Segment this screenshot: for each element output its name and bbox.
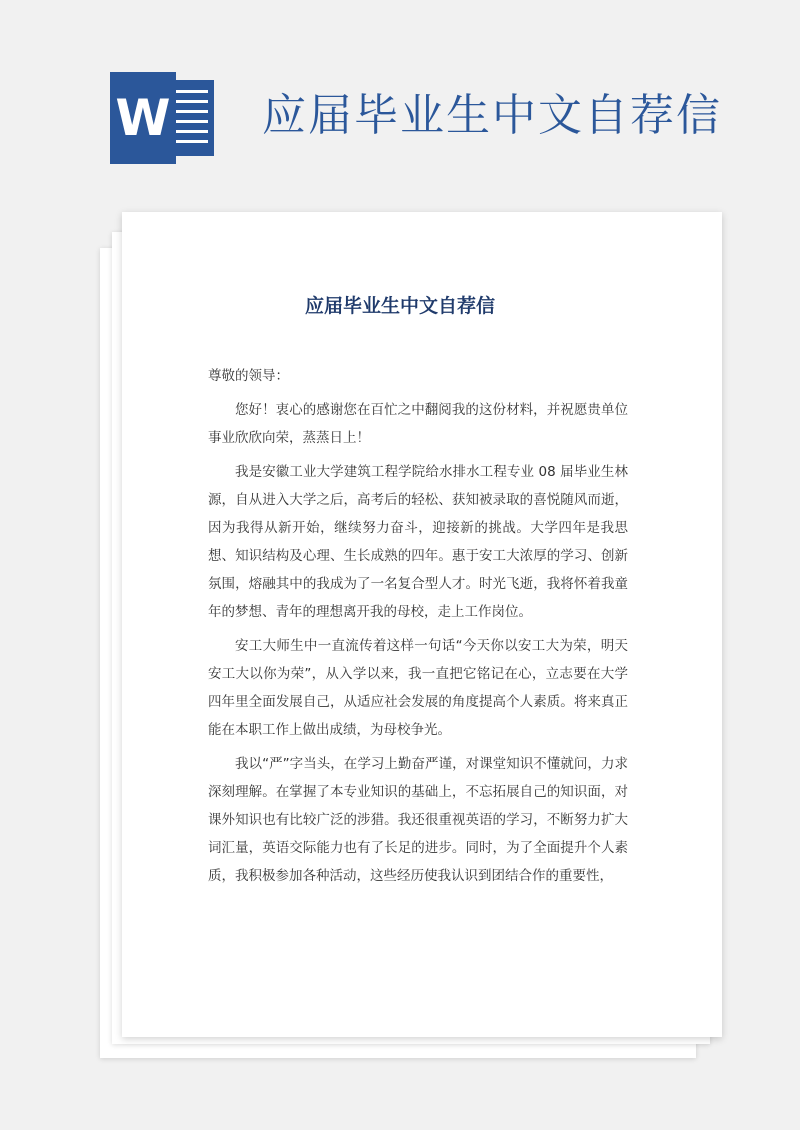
paragraph: 我是安徽工业大学建筑工程学院给水排水工程专业 08 届毕业生林源，自从进入大学之后，高考后的轻松、获知被录取的喜悦随风而逝，因为我得从新开始，继续努力奋斗，迎接新的挑战。大学四年是我思想、知识结构及心理、生长成熟的四年。惠于安工大浓厚的学习、创新氛围，熔融其中的我成为了一名复合型人才。时光飞逝，我将怀着我童年的梦想、青年的理想离开我的母校，走上工作岗位。 — [208, 464, 628, 620]
banner-title: 应届毕业生中文自荐信 — [262, 90, 722, 141]
paragraph: 我以“严”字当头，在学习上勤奋严谨，对课堂知识不懂就问，力求深刻理解。在掌握了本专业知识的基础上，不忘拓展自己的知识面，对课外知识也有比较广泛的涉猎。我还很重视英语的学习，不断努力扩大词汇量，英语交际能力也有了长足的进步。同时，为了全面提升个人素质，我积极参加各种活动，这些经历使我认识到团结合作的重要性， — [208, 756, 628, 884]
document-body — [208, 362, 628, 896]
banner — [0, 0, 800, 200]
paragraph: 安工大师生中一直流传着这样一句话“今天你以安工大为荣，明天安工大以你为荣”，从入学以来，我一直把它铭记在心，立志要在大学四年里全面发展自己，从适应社会发展的角度提高个人素质。将来真正能在本职工作上做出成绩，为母校争光。 — [208, 638, 628, 738]
document-title: 应届毕业生中文自荐信 — [304, 295, 495, 317]
word-logo-letter: W — [110, 72, 176, 164]
salutation: 尊敬的领导： — [208, 368, 289, 384]
paragraph: 您好！衷心的感谢您在百忙之中翻阅我的这份材料，并祝愿贵单位事业欣欣向荣，蒸蒸日上！ — [208, 402, 628, 446]
word-document-icon — [110, 72, 214, 164]
